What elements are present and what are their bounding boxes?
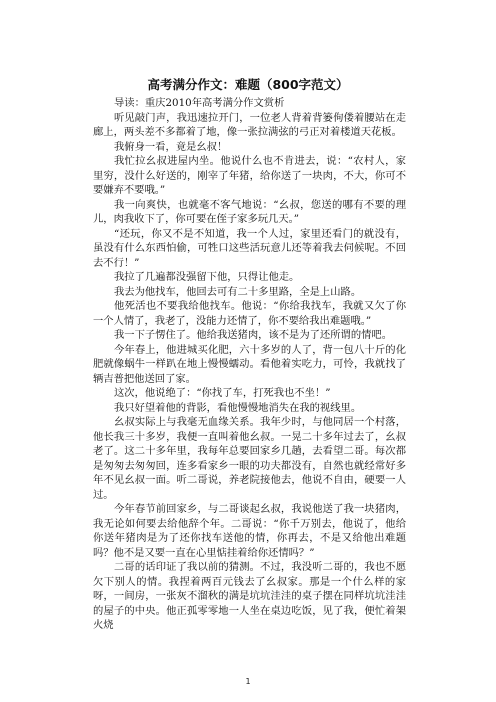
document-body bbox=[93, 96, 406, 633]
body-paragraph: 我俯身一看，竟是幺叔！ bbox=[114, 140, 228, 153]
body-paragraph: 幺叔实际上与我毫无血缘关系。我年少时，与他同居一个村落，他长我三十多岁，我便一直叫着他幺叔。一晃二十多年过去了，幺叔老了。这二十多年里，我每年总要回家乡几趟，去看望二哥。每次都是匆匆去匆匆回，连多看家乡一眼的功夫都没有，自然也就经常好多年不见幺叔一面。听二哥说，养老院接他去，他说不自由，硬要一人过。 bbox=[93, 416, 406, 501]
document-title: 高考满分作文：难题（800字范文） bbox=[147, 77, 349, 92]
body-paragraph: 我去为他找车，他回去可有二十多里路，全是上山路。 bbox=[114, 285, 362, 298]
body-paragraph: 我忙拉幺叔进屋内坐。他说什么也不肯进去，说：“农村人，家里穷，没什么好送的，刚宰了年猪，给你送了一块肉，不大，你可不要嫌弃不要哦。” bbox=[93, 155, 406, 196]
body-paragraph: 二哥的话印证了我以前的猜测。不过，我没听二哥的，我也不愿欠下别人的情。我捏着两百元钱去了幺叔家。那是一个什么样的家呀，一间房，一张灰不溜秋的满是坑坑洼洼的桌子摆在同样坑坑洼洼的屋子的中央。他正孤零零地一人坐在桌边吃饭，见了我，便忙着架火烧 bbox=[93, 561, 406, 631]
body-paragraph: 我一下子愣住了。他给我送猪肉，该不是为了还所谓的情吧。 bbox=[114, 329, 393, 341]
body-paragraph: 今年春上，他进城买化肥，六十多岁的人了，背一包八十斤的化肥就像蜗牛一样趴在地上慢慢蠕动。看他着实吃力，可怜，我就找了辆吉普把他送回了家。 bbox=[93, 343, 406, 385]
page-number: 1 bbox=[245, 677, 251, 686]
body-paragraph: 今年春节前回家乡，与二哥谈起幺叔，我说他送了我一块猪肉，我无论如何要去给他辞个年。二哥说：“你千万别去，他说了，他给你送年猪肉是为了还你找车送他的情，你再去，不是又给他出难题吗？他不是又要一直在心里惦挂着给你还情吗？” bbox=[93, 503, 406, 559]
intro-paragraph: 导读：重庆2010年高考满分作文赏析 bbox=[114, 97, 285, 109]
body-paragraph: 这次，他说绝了：“你找了车，打死我也不坐！” bbox=[114, 387, 331, 399]
body-paragraph: 听见敲门声，我迅速拉开门，一位老人背着背篓佝偻着腰站在走廊上，两头差不多都着了地，像一张拉满弦的弓正对着楼道天花板。 bbox=[93, 111, 406, 138]
body-paragraph: 我只好望着他的背影，看他慢慢地消失在我的视线里。 bbox=[114, 401, 362, 414]
body-paragraph: “还玩，你又不是不知道，我一个人过，家里还看门的就没有，虽没有什么东西怕偷，可牲口这些活玩意儿还等着我去伺候呢。不回去不行！” bbox=[93, 227, 406, 269]
body-paragraph: 我一向爽快，也就毫不客气地说：“幺叔，您送的哪有不要的理儿，肉我收下了，你可要在侄子家多玩几天。” bbox=[93, 198, 406, 225]
body-paragraph: 我拉了几遍都没强留下他，只得让他走。 bbox=[114, 271, 300, 283]
body-paragraph: 他死活也不要我给他找车。他说：“你给我找车，我就又欠了你一个人情了，我老了，没能力还情了，你不要给我出难题哦。” bbox=[93, 300, 406, 327]
